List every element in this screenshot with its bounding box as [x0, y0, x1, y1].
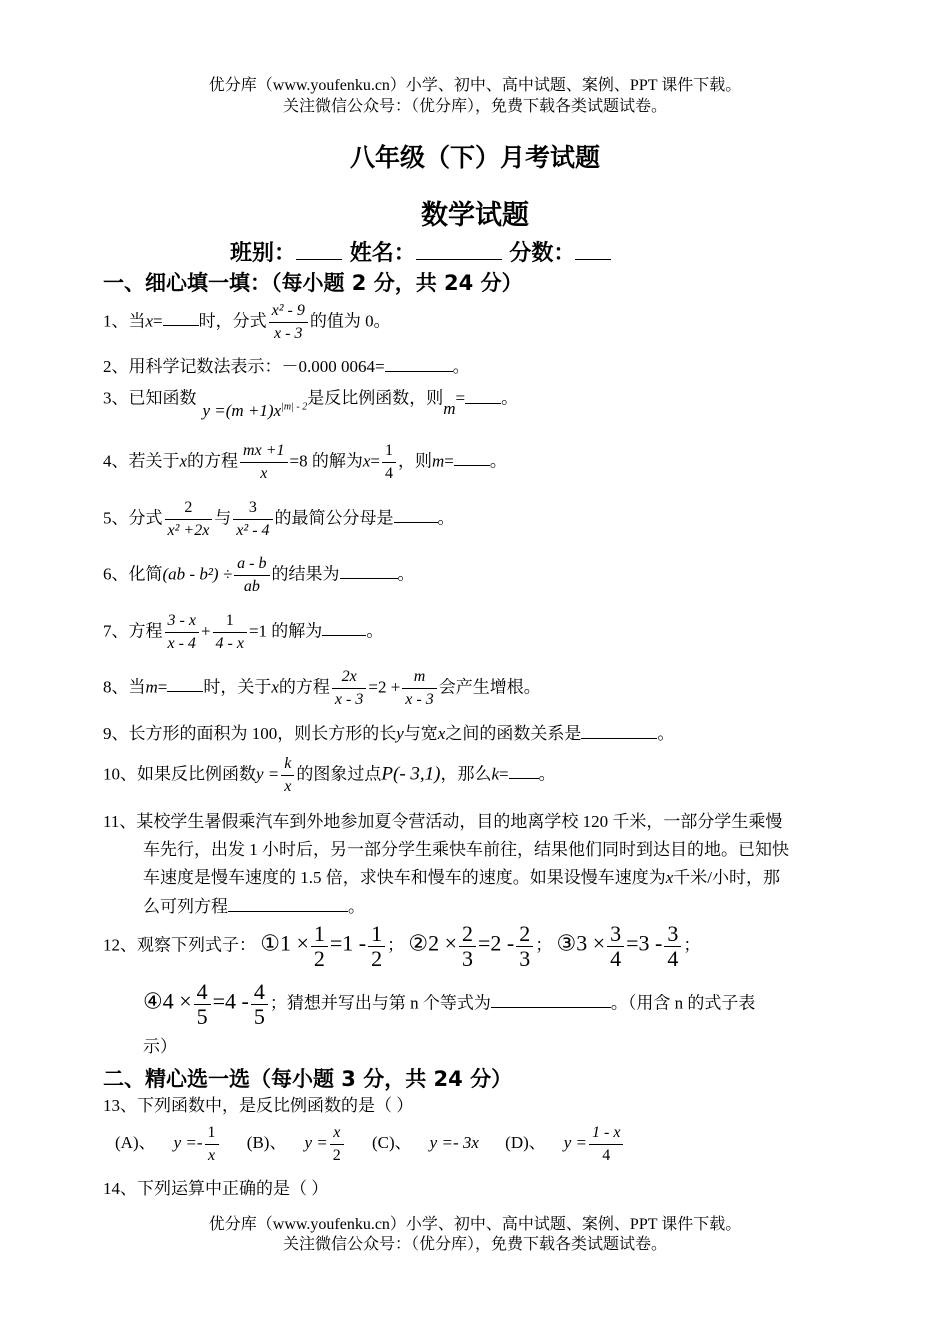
q11-blank[interactable]	[228, 893, 348, 912]
header-line-2: 关注微信公众号：（优分库），免费下载各类试题试卷。	[282, 98, 667, 115]
q8-var-x: x	[271, 677, 279, 697]
footer-line-2: 关注微信公众号：（优分库），免费下载各类试题试卷。	[282, 1236, 667, 1253]
q4-text-4: ，则	[397, 451, 432, 471]
q4-text: 4、若关于	[103, 451, 180, 471]
question-10	[103, 753, 556, 798]
question-7	[103, 610, 383, 655]
q3-eq: =	[455, 388, 466, 408]
q9-blank[interactable]	[581, 720, 657, 739]
q12-frac-4a: $\frac{4}{5}$	[194, 980, 211, 1029]
q1-text: 1、当	[103, 311, 146, 331]
q5-and: 与	[214, 508, 232, 528]
q3-text-2: 是反比例函数，则	[307, 388, 444, 408]
q10-y: y =	[256, 764, 280, 784]
option-d[interactable]: (D)、 y = $\frac{1 - x}{4}$	[505, 1133, 625, 1152]
q5-text-2: 的最简公分母是	[274, 508, 394, 528]
score-blank[interactable]	[575, 241, 611, 260]
q12-text: 12、观察下列式子：	[103, 935, 256, 955]
q12-frac-1a: $\frac{1}{2}$	[311, 922, 328, 971]
q2-blank[interactable]	[385, 353, 453, 372]
q7-end: 。	[366, 621, 384, 641]
question-11-line-4: 么可列方程 。	[143, 893, 365, 921]
q12-frac-2b: $\frac{2}{3}$	[516, 922, 533, 971]
q3-blank[interactable]	[465, 385, 501, 404]
question-3	[103, 382, 519, 420]
q1-blank[interactable]	[163, 307, 199, 326]
q10-end: 。	[538, 764, 556, 784]
question-9	[103, 720, 674, 747]
q10-fraction: $\frac{k}{x}$	[281, 753, 294, 798]
name-label: 姓名：	[349, 241, 416, 266]
question-5	[103, 497, 455, 542]
section-2-heading: 二、精心选一选（每小题 3 分，共 24 分）	[103, 1067, 513, 1091]
q4-fraction: $\frac{mx +1}{x}$	[240, 440, 287, 485]
q9-text-3: 之间的函数关系是	[445, 724, 582, 743]
q5-end: 。	[437, 508, 455, 528]
question-1	[103, 300, 391, 345]
q4-eq-2: =	[444, 451, 454, 471]
question-11-line-1: 11、某校学生暑假乘汽车到外地参加夏令营活动，目的地离学校 120 千米，一部分学生乘慢	[103, 812, 783, 831]
q8-text-5: 会产生增根。	[438, 677, 541, 697]
option-b[interactable]: (B)、 y = $\frac{x}{2}$	[247, 1133, 346, 1152]
q7-fraction-1: $\frac{3 - x}{x - 4}$	[165, 610, 199, 655]
q9-end: 。	[657, 724, 675, 743]
score-label: 分数：	[509, 241, 576, 266]
q12-frac-3a: $\frac{3}{4}$	[607, 922, 624, 971]
q6-fraction: $\frac{a - b}{ab}$	[234, 553, 269, 598]
q9-var-y: y	[396, 724, 404, 743]
name-blank[interactable]	[416, 241, 502, 260]
student-info	[230, 236, 611, 267]
q4-var-m: m	[431, 451, 445, 471]
question-4	[103, 440, 507, 485]
q1-eq: =	[153, 311, 163, 331]
q8-text-2: 时，关于	[203, 677, 272, 697]
question-13-options	[115, 1122, 625, 1167]
q12-frac-3b: $\frac{3}{4}$	[664, 922, 681, 971]
q10-text-2: 的图象过点	[296, 764, 382, 784]
q5-text: 5、分式	[103, 508, 163, 528]
q7-plus: +	[200, 621, 211, 641]
q9-text: 9、长方形的面积为 100，则长方形的长	[103, 724, 397, 743]
class-blank[interactable]	[296, 241, 342, 260]
q12-frac-1b: $\frac{1}{2}$	[368, 922, 385, 971]
footer-line-1: 优分库（www.youfenku.cn）小学、初中、高中试题、案例、PPT 课件下载。	[208, 1216, 742, 1233]
page-title: 八年级（下）月考试题	[349, 143, 600, 172]
q12-frac-2a: $\frac{2}{3}$	[459, 922, 476, 971]
q7-text: 7、方程	[103, 621, 163, 641]
q4-fraction-2: $\frac{1}{4}$	[382, 440, 396, 485]
q9-text-2: 与宽	[403, 724, 438, 743]
question-11-line-3: 车速度是慢车速度的 1.5 倍，求快车和慢车的速度。如果设慢车速度为x千米/小时，那	[143, 868, 781, 887]
q12-frac-4b: $\frac{4}{5}$	[251, 980, 268, 1029]
q6-text-2: 的结果为	[271, 564, 340, 584]
q8-text: 8、当	[103, 677, 146, 697]
q8-fraction-2: $\frac{m}{x - 3}$	[402, 666, 436, 711]
q8-blank[interactable]	[167, 673, 203, 692]
q2-text: 2、用科学记数法表示：－0.000 0064=	[103, 357, 385, 376]
question-11-line-2: 车先行，出发 1 小时后，另一部分学生乘快车前往，结果他们同时到达目的地。已知快	[143, 840, 789, 859]
q3-end: 。	[501, 388, 519, 408]
question-2	[103, 353, 470, 380]
q2-end: 。	[452, 357, 470, 376]
question-12: 12、观察下列式子： ①1 × $\frac{1}{2}$ =1 - $\frac{1}{2}$ ； ②2 × $\frac{2}{3}$ =2 - $\frac{2}{3}$ ； ③3 × $\frac{3}{4}$ =3 - $\frac{3}{4}$ ；	[103, 921, 701, 971]
q9-var-x: x	[437, 724, 446, 743]
q4-var-2: x	[362, 451, 371, 471]
question-12-line-2: ④4 × $\frac{4}{5}$ =4 - $\frac{4}{5}$ ；猜想并写出与第 n 个等式为 。（用含 n 的式子表	[143, 979, 756, 1029]
section-1-heading: 一、细心填一填：（每小题 2 分，共 24 分）	[103, 271, 523, 295]
option-a[interactable]: (A)、 y =- $\frac{1}{x}$	[115, 1133, 221, 1152]
q10-blank[interactable]	[509, 760, 539, 779]
q10-point: P(- 3,1)	[381, 763, 441, 785]
class-label: 班别：	[230, 241, 297, 266]
q4-blank[interactable]	[454, 447, 490, 466]
page-subtitle: 数学试题	[421, 200, 529, 231]
q1-text-2: 时，分式	[198, 311, 267, 331]
q3-expression: $y =(m +1)x^{|m| - 2}$	[202, 400, 308, 420]
q1-text-3: 的值为 0。	[309, 311, 391, 331]
q3-text: 3、已知函数	[103, 388, 197, 408]
q5-fraction-1: $\frac{2}{\text{x² +2x}}$	[165, 497, 213, 542]
q7-text-2: =1 的解为	[248, 621, 323, 641]
header-line-1: 优分库（www.youfenku.cn）小学、初中、高中试题、案例、PPT 课件下载。	[208, 77, 742, 94]
q4-text-3: =8 的解为	[289, 451, 363, 471]
option-c[interactable]: (C)、 y =- 3x	[372, 1133, 479, 1153]
question-8	[103, 666, 541, 711]
q4-eq: =	[370, 451, 380, 471]
q8-eq: =	[157, 677, 168, 697]
question-6	[103, 553, 415, 598]
question-13: 13、下列函数中，是反比例函数的是（ ）	[103, 1096, 414, 1115]
q8-var-m: m	[145, 677, 158, 697]
q3-var: m	[443, 398, 456, 418]
q10-var-k: k	[491, 764, 500, 784]
q8-text-3: 的方程	[278, 677, 330, 697]
q6-expression: (ab - b²) ÷	[162, 564, 233, 584]
question-12-line-3: 示）	[143, 1037, 177, 1056]
q5-fraction-2: $\frac{3}{\text{x² - 4}}$	[233, 497, 272, 542]
q5-blank[interactable]	[394, 504, 438, 523]
q8-text-4: =2 +	[368, 677, 401, 697]
q10-eq: =	[499, 764, 509, 784]
q1-fraction: $\frac{\text{x² - 9}}{x - 3}$	[269, 300, 308, 345]
q7-blank[interactable]	[322, 617, 366, 636]
q6-text: 6、化简	[103, 564, 163, 584]
q7-fraction-2: $\frac{1}{4 - x}$	[213, 610, 247, 655]
q1-var: x	[145, 311, 154, 331]
q6-blank[interactable]	[340, 560, 398, 579]
q4-text-2: 的方程	[187, 451, 239, 471]
q10-text-3: ，那么	[440, 764, 492, 784]
q4-end: 。	[489, 451, 507, 471]
question-14: 14、下列运算中正确的是（ ）	[103, 1179, 329, 1198]
q6-end: 。	[397, 564, 415, 584]
q8-fraction-1: $\frac{2x}{x - 3}$	[332, 666, 366, 711]
q10-text: 10、如果反比例函数	[103, 764, 256, 784]
q4-var: x	[179, 451, 188, 471]
q12-blank[interactable]	[491, 989, 611, 1008]
